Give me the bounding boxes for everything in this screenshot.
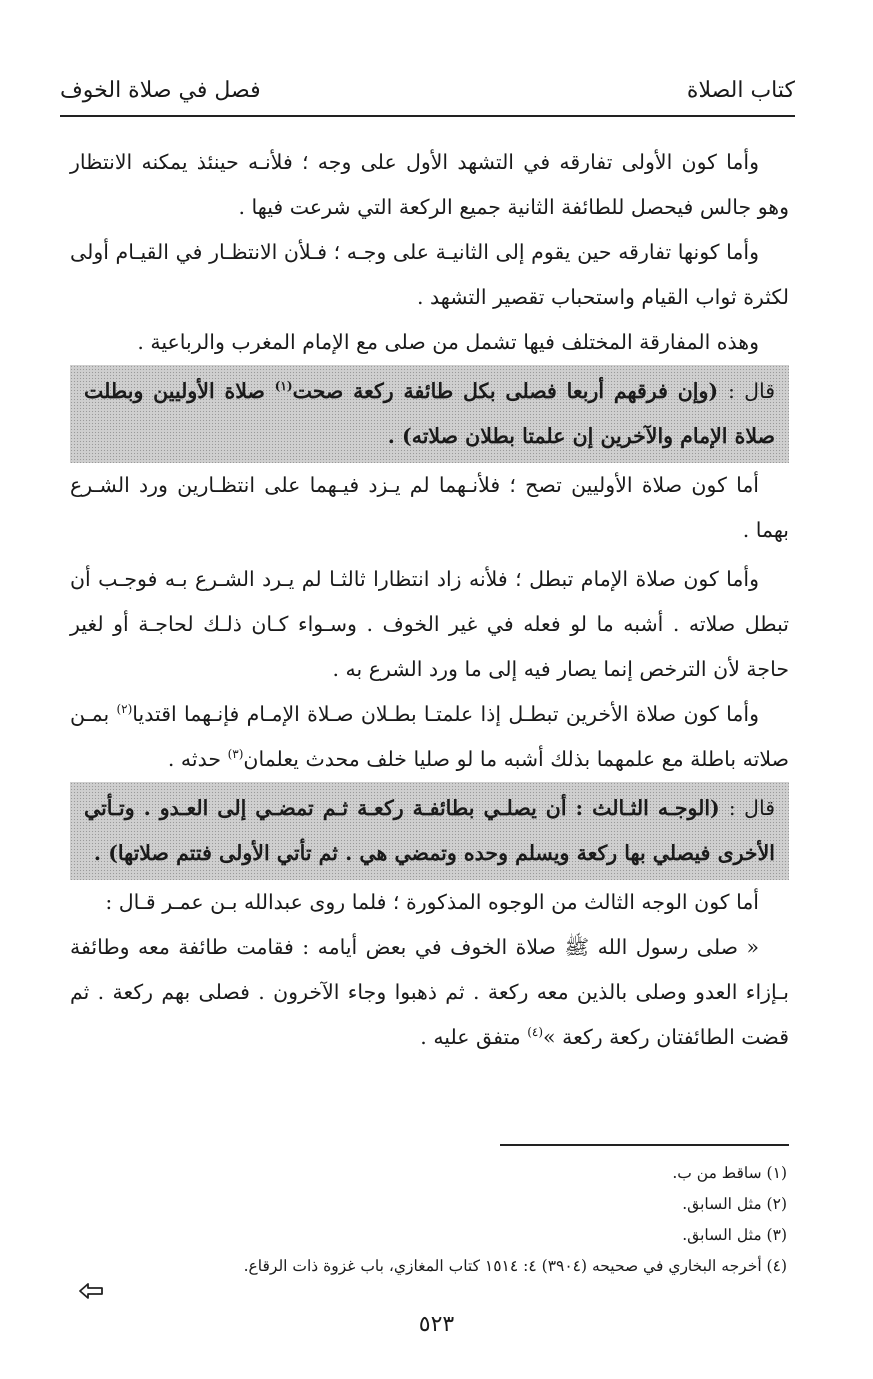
footnotes bbox=[70, 1158, 787, 1282]
quote-text: (الوجـه الثـالث : أن يصلـي بطائفـة ركعـة ثـم تمضـي إلى العـدو . وتـأتي الأخرى فيصلي بها ركعة ويسلم وحده وتمضي هي . ثم تأتي الأولى فتتم صلاتها) . bbox=[84, 796, 775, 865]
paragraph-7: أما كون الوجه الثالث من الوجوه المذكورة ؛ فلما روى عبدالله بـن عمـر قـال : bbox=[105, 890, 759, 914]
quote-label: قال : bbox=[727, 379, 776, 403]
footnote-ref-2: (٢) bbox=[116, 702, 133, 717]
footnote-2: (٢) مثل السابق. bbox=[682, 1195, 787, 1213]
paragraph-3: وهذه المفارقة المختلف فيها تشمل من صلى مع الإمام المغرب والرباعية . bbox=[137, 330, 759, 354]
running-header bbox=[60, 68, 795, 112]
paragraph-5: وأما كون صلاة الإمام تبطل ؛ فلأنه زاد انتظارا ثالثـا لم يـرد الشـرع بـه فوجـب أن تبطل صلاته . أشبه ما لو فعله في غير الخوف . وسـواء كـان ذلـك لحاجـة أو لغير حاجة لأن الترخص إنما يصار فيه إلى ما ورد الشرع به . bbox=[70, 567, 789, 681]
paragraph-6-text-cont: بمـن صلاته باطلة مع علمهما بذلك أشبه ما لو صليا خلف محدث يعلمان bbox=[70, 702, 789, 771]
hadith-grading: متفق عليه . bbox=[420, 1025, 521, 1049]
hadith-paragraph bbox=[70, 925, 789, 1060]
footnote-divider bbox=[500, 1144, 789, 1146]
footnote-1: (١) ساقط من ب. bbox=[672, 1164, 787, 1182]
paragraph-6-text-end: حدثه . bbox=[167, 747, 222, 771]
arrow-left-icon[interactable] bbox=[78, 1282, 104, 1300]
hadith-text: « صلى رسول الله ﷺ صلاة الخوف في بعض أيامه : فقامت طائفة معه وطائفة بـإزاء العدو وصلى بالذين معه ركعة . ثم ذهبوا وجاء الآخرون . فصلى بهم ركعة . ثم قضت الطائفتان ركعة ركعة » bbox=[70, 935, 789, 1049]
footnote-ref-3: (٣) bbox=[227, 747, 244, 762]
footnote-4: (٤) أخرجه البخاري في صحيحه (٣٩٠٤) ٤: ١٥١٤ كتاب المغازي، باب غزوة ذات الرقاع. bbox=[243, 1257, 787, 1275]
paragraph-1: وأما كون الأولى تفارقه في التشهد الأول على وجه ؛ فلأنـه حينئذ يمكنه الانتظار وهو جالس فيحصل للطائفة الثانية جميع الركعة التي شرعت فيها . bbox=[70, 150, 789, 219]
quote-text-cont: صلاة الأوليين وبطلت صلاة الإمام والآخرين إن علمتا بطلان صلاته) . bbox=[84, 379, 775, 448]
paragraph-4: أما كون صلاة الأوليين تصح ؛ فلأنـهما لم يـزد فيـهما على انتظـارين ورد الشـرع بهما . bbox=[70, 473, 789, 542]
footnote-ref-1: (١) bbox=[274, 379, 293, 394]
page-number: ٥٢٣ bbox=[418, 1312, 455, 1337]
main-text bbox=[70, 140, 789, 1060]
quote-text: (وإن فرقهم أربعا فصلى بكل طائفة ركعة صحت bbox=[292, 379, 719, 403]
paragraph-6 bbox=[70, 692, 789, 782]
footnote-3: (٣) مثل السابق. bbox=[682, 1226, 787, 1244]
header-divider bbox=[60, 115, 795, 117]
matn-quote-1 bbox=[70, 365, 789, 463]
paragraph-2: وأما كونها تفارقه حين يقوم إلى الثانيـة على وجـه ؛ فـلأن الانتظـار في القيـام أولى لكثرة ثواب القيام واستحباب تقصير التشهد . bbox=[70, 240, 789, 309]
matn-quote-2 bbox=[70, 782, 789, 880]
footnote-ref-4: (٤) bbox=[527, 1025, 544, 1040]
section-title: فصل في صلاة الخوف bbox=[60, 77, 261, 103]
book-title: كتاب الصلاة bbox=[686, 77, 795, 103]
paragraph-6-text: وأما كون صلاة الأخرين تبطـل إذا علمتـا بطـلان صـلاة الإمـام فإنـهما اقتديا bbox=[132, 702, 759, 726]
quote-label: قال : bbox=[728, 796, 775, 820]
